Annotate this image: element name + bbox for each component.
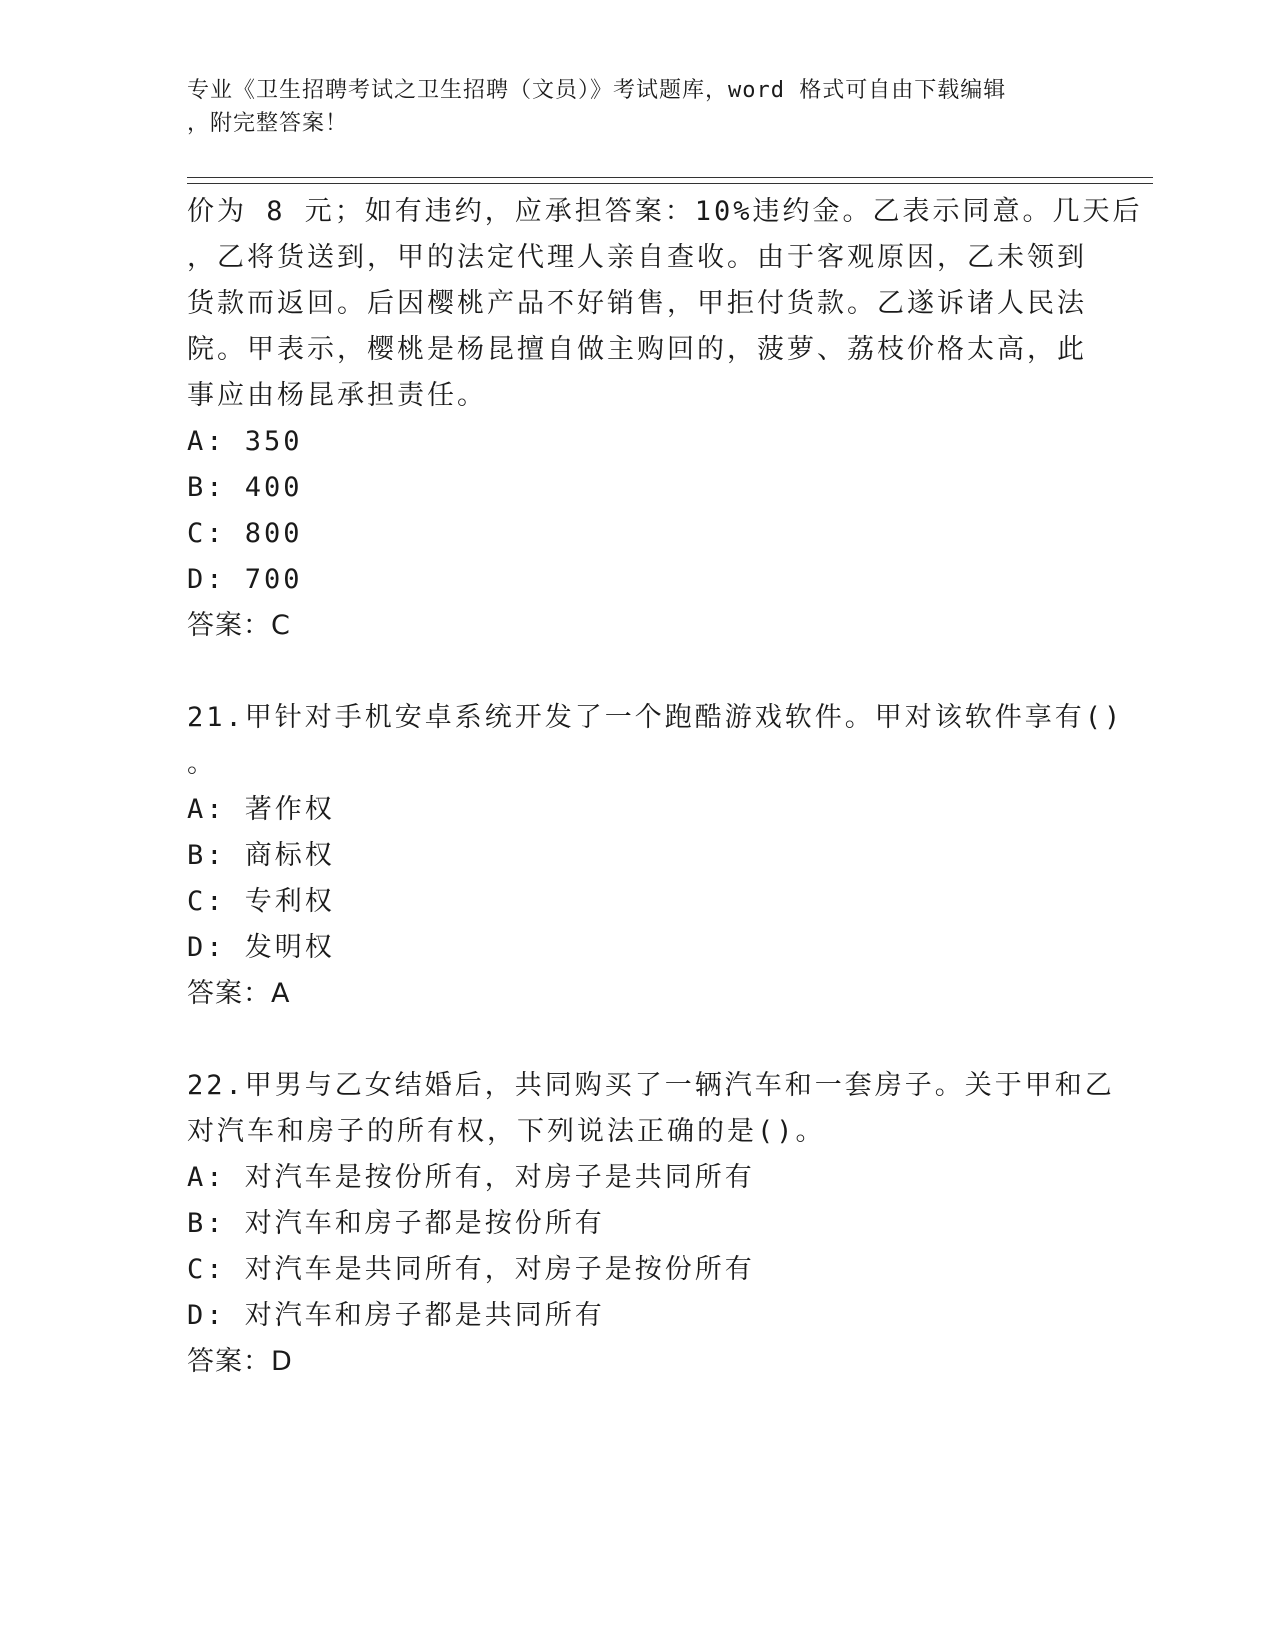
question-spacer — [187, 1017, 1077, 1063]
question-22-answer: 答案：D — [187, 1346, 293, 1377]
question-21-option-c: C: 专利权 — [187, 886, 335, 917]
question-22-text-line: 22.甲男与乙女结婚后，共同购买了一辆汽车和一套房子。关于甲和乙 — [187, 1070, 1115, 1101]
question-21-text-line: 。 — [187, 748, 217, 779]
question-21 — [187, 695, 1124, 1017]
question-20-text-line: 价为 8 元；如有违约，应承担答案：10%违约金。乙表示同意。几天后 — [187, 196, 1143, 227]
question-21-text-line: 21.甲针对手机安卓系统开发了一个跑酷游戏软件。甲对该软件享有() — [187, 702, 1124, 733]
question-22-option-a: A: 对汽车是按份所有，对房子是共同所有 — [187, 1162, 755, 1193]
question-21-option-a: A: 著作权 — [187, 794, 335, 825]
question-21-option-d: D: 发明权 — [187, 932, 335, 963]
question-20-option-a: A: 350 — [187, 426, 303, 457]
question-20-answer: 答案：C — [187, 610, 291, 641]
question-22-text-line: 对汽车和房子的所有权，下列说法正确的是()。 — [187, 1116, 826, 1147]
question-20 — [187, 189, 1143, 649]
question-21-option-b: B: 商标权 — [187, 840, 335, 871]
question-20-option-c: C: 800 — [187, 518, 303, 549]
question-22 — [187, 1063, 1115, 1385]
header-divider-bottom — [187, 183, 1153, 184]
question-21-answer: 答案：A — [187, 978, 291, 1009]
question-20-text-line: 事应由杨昆承担责任。 — [187, 380, 487, 411]
question-20-option-b: B: 400 — [187, 472, 303, 503]
question-20-option-d: D: 700 — [187, 564, 303, 595]
question-22-option-b: B: 对汽车和房子都是按份所有 — [187, 1208, 605, 1239]
question-20-text-line: 货款而返回。后因樱桃产品不好销售，甲拒付货款。乙遂诉诸人民法 — [187, 288, 1087, 319]
document-header — [187, 74, 1067, 140]
question-22-option-c: C: 对汽车是共同所有，对房子是按份所有 — [187, 1254, 755, 1285]
question-20-text-line: 院。甲表示，樱桃是杨昆擅自做主购回的，菠萝、荔枝价格太高，此 — [187, 334, 1087, 365]
question-content — [187, 189, 1143, 1385]
question-20-text-line: ，乙将货送到，甲的法定代理人亲自查收。由于客观原因，乙未领到 — [187, 242, 1087, 273]
header-title-line-1: 专业《卫生招聘考试之卫生招聘（文员）》考试题库，word 格式可自由下载编辑 — [187, 78, 1007, 103]
header-divider-top — [187, 177, 1153, 178]
question-spacer — [187, 649, 1077, 695]
question-22-option-d: D: 对汽车和房子都是共同所有 — [187, 1300, 605, 1331]
header-title-line-2: ，附完整答案！ — [187, 111, 349, 136]
